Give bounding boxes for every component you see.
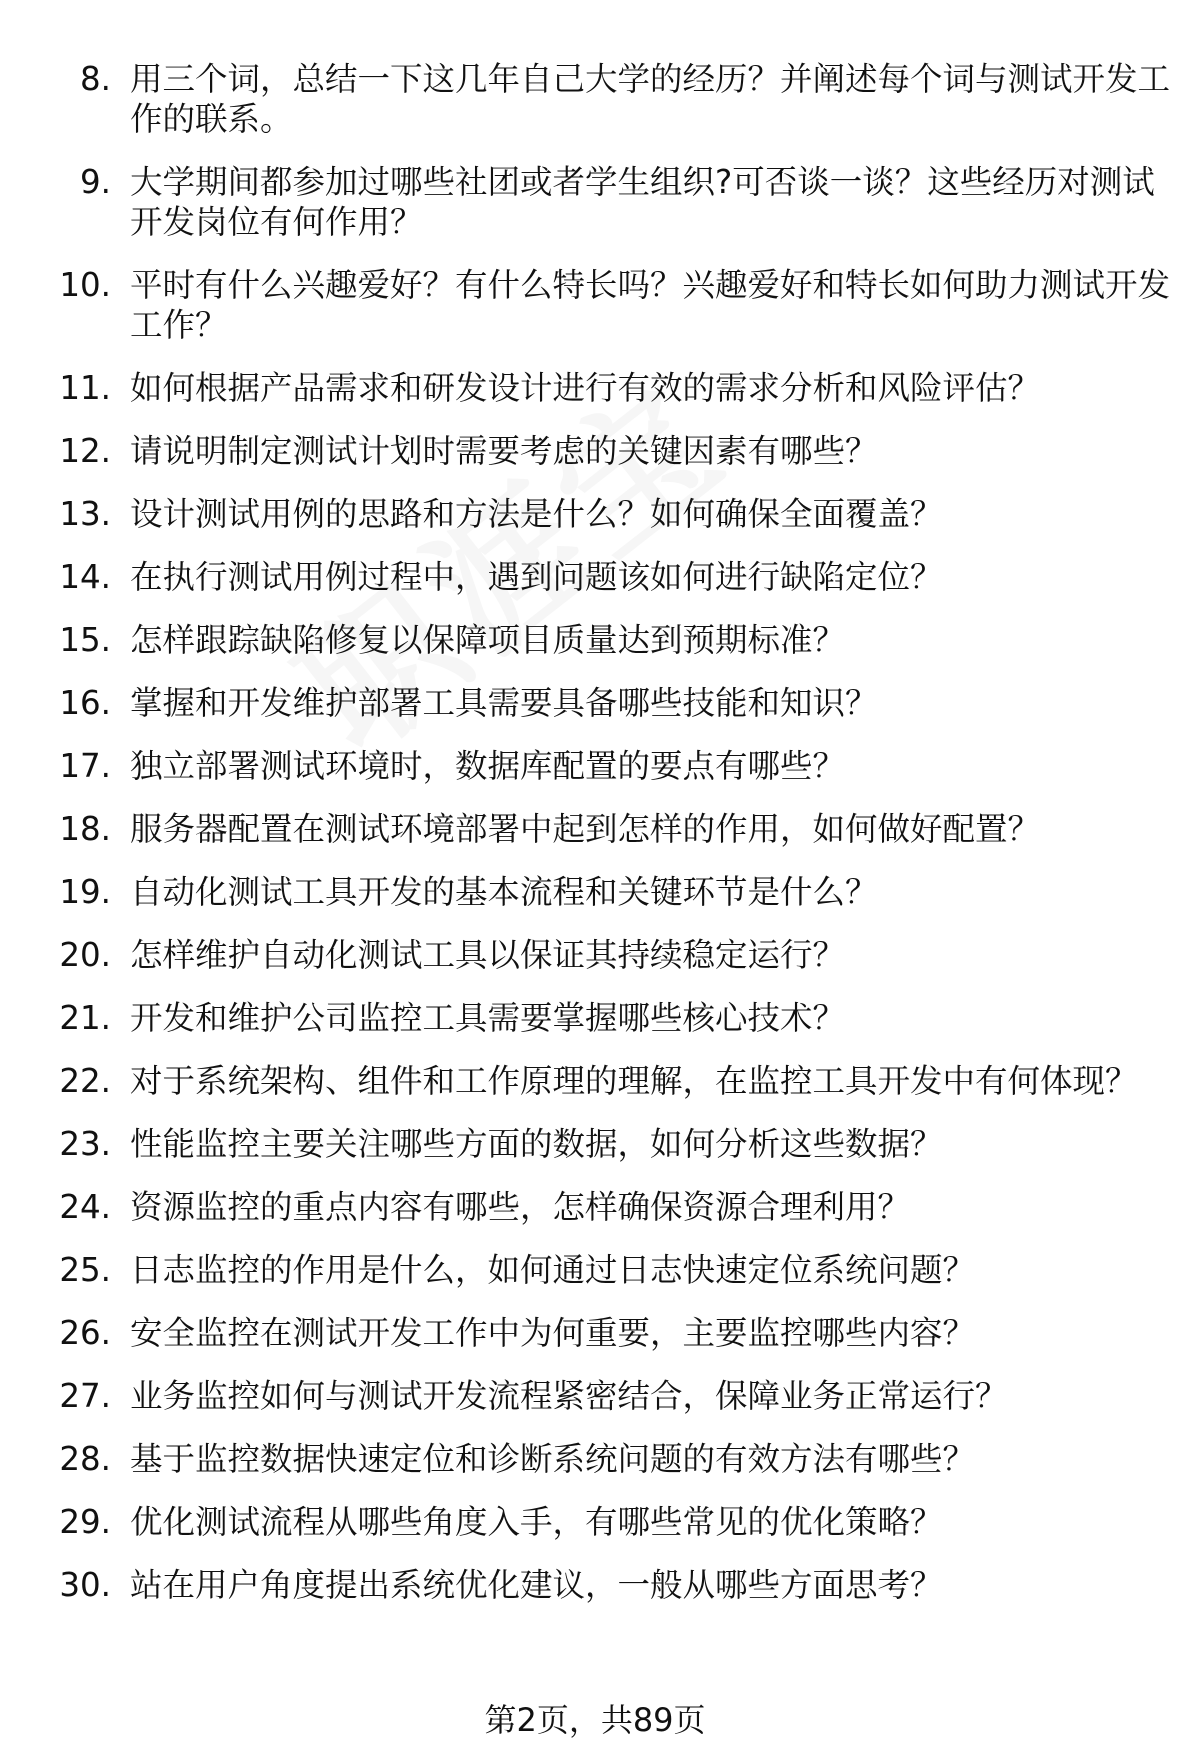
question-number: 12.	[59, 432, 111, 470]
question-text: 设计测试用例的思路和方法是什么？如何确保全面覆盖？	[130, 495, 943, 533]
question-number: 23.	[59, 1125, 111, 1163]
question-number: 27.	[59, 1377, 111, 1415]
question-item	[0, 1370, 1190, 1433]
question-number: 16.	[59, 684, 111, 722]
question-text: 对于系统架构、组件和工作原理的理解，在监控工具开发中有何体现？	[130, 1062, 1138, 1100]
question-number: 13.	[59, 495, 111, 533]
question-text: 基于监控数据快速定位和诊断系统问题的有效方法有哪些？	[130, 1440, 976, 1478]
question-item	[0, 551, 1190, 614]
question-text: 资源监控的重点内容有哪些，怎样确保资源合理利用？	[130, 1188, 911, 1226]
question-number: 11.	[59, 369, 111, 407]
question-number: 9.	[79, 163, 111, 201]
question-number: 30.	[59, 1566, 111, 1604]
question-number: 8.	[79, 60, 111, 98]
question-item	[0, 362, 1190, 425]
question-number: 26.	[59, 1314, 111, 1352]
question-number: 22.	[59, 1062, 111, 1100]
question-item	[0, 1244, 1190, 1307]
question-text: 请说明制定测试计划时需要考虑的关键因素有哪些？	[130, 432, 878, 470]
question-item	[0, 1496, 1190, 1559]
question-text: 日志监控的作用是什么，如何通过日志快速定位系统问题？	[130, 1251, 976, 1289]
question-text: 怎样跟踪缺陷修复以保障项目质量达到预期标准？	[130, 621, 846, 659]
question-item	[0, 929, 1190, 992]
question-item	[0, 866, 1190, 929]
question-number: 17.	[59, 747, 111, 785]
question-text: 用三个词，总结一下这几年自己大学的经历？并阐述每个词与测试开发工作的联系。	[130, 60, 1171, 138]
question-text: 性能监控主要关注哪些方面的数据，如何分析这些数据？	[130, 1125, 943, 1163]
question-text: 优化测试流程从哪些角度入手，有哪些常见的优化策略？	[130, 1503, 943, 1541]
question-list	[0, 53, 1190, 1622]
question-number: 20.	[59, 936, 111, 974]
question-number: 18.	[59, 810, 111, 848]
question-text: 平时有什么兴趣爱好？有什么特长吗？兴趣爱好和特长如何助力测试开发工作？	[130, 266, 1171, 344]
page-footer: 第2页，共89页	[484, 1701, 706, 1739]
question-number: 28.	[59, 1440, 111, 1478]
question-number: 19.	[59, 873, 111, 911]
question-text: 服务器配置在测试环境部署中起到怎样的作用，如何做好配置？	[130, 810, 1041, 848]
question-item	[0, 1559, 1190, 1622]
question-number: 14.	[59, 558, 111, 596]
question-item	[0, 425, 1190, 488]
question-text: 安全监控在测试开发工作中为何重要，主要监控哪些内容？	[130, 1314, 976, 1352]
question-item	[0, 1055, 1190, 1118]
question-number: 10.	[59, 266, 111, 304]
question-item	[0, 1433, 1190, 1496]
question-number: 29.	[59, 1503, 111, 1541]
question-text: 站在用户角度提出系统优化建议，一般从哪些方面思考？	[130, 1566, 943, 1604]
question-text: 在执行测试用例过程中，遇到问题该如何进行缺陷定位？	[130, 558, 943, 596]
question-text: 业务监控如何与测试开发流程紧密结合，保障业务正常运行？	[130, 1377, 1008, 1415]
question-number: 15.	[59, 621, 111, 659]
question-text: 独立部署测试环境时，数据库配置的要点有哪些？	[130, 747, 846, 785]
question-item	[0, 740, 1190, 803]
question-text: 自动化测试工具开发的基本流程和关键环节是什么？	[130, 873, 878, 911]
question-text: 怎样维护自动化测试工具以保证其持续稳定运行？	[130, 936, 846, 974]
question-text: 掌握和开发维护部署工具需要具备哪些技能和知识？	[130, 684, 878, 722]
question-item	[0, 614, 1190, 677]
question-item	[0, 1307, 1190, 1370]
question-item	[0, 259, 1190, 362]
question-item	[0, 53, 1190, 156]
question-item	[0, 992, 1190, 1055]
question-item	[0, 156, 1190, 259]
question-item	[0, 488, 1190, 551]
question-number: 25.	[59, 1251, 111, 1289]
question-item	[0, 803, 1190, 866]
question-item	[0, 1118, 1190, 1181]
question-text: 如何根据产品需求和研发设计进行有效的需求分析和风险评估？	[130, 369, 1041, 407]
question-text: 开发和维护公司监控工具需要掌握哪些核心技术？	[130, 999, 846, 1037]
question-number: 21.	[59, 999, 111, 1037]
question-text: 大学期间都参加过哪些社团或者学生组织?可否谈一谈？这些经历对测试开发岗位有何作用？	[130, 163, 1155, 241]
question-item	[0, 1181, 1190, 1244]
question-item	[0, 677, 1190, 740]
question-number: 24.	[59, 1188, 111, 1226]
